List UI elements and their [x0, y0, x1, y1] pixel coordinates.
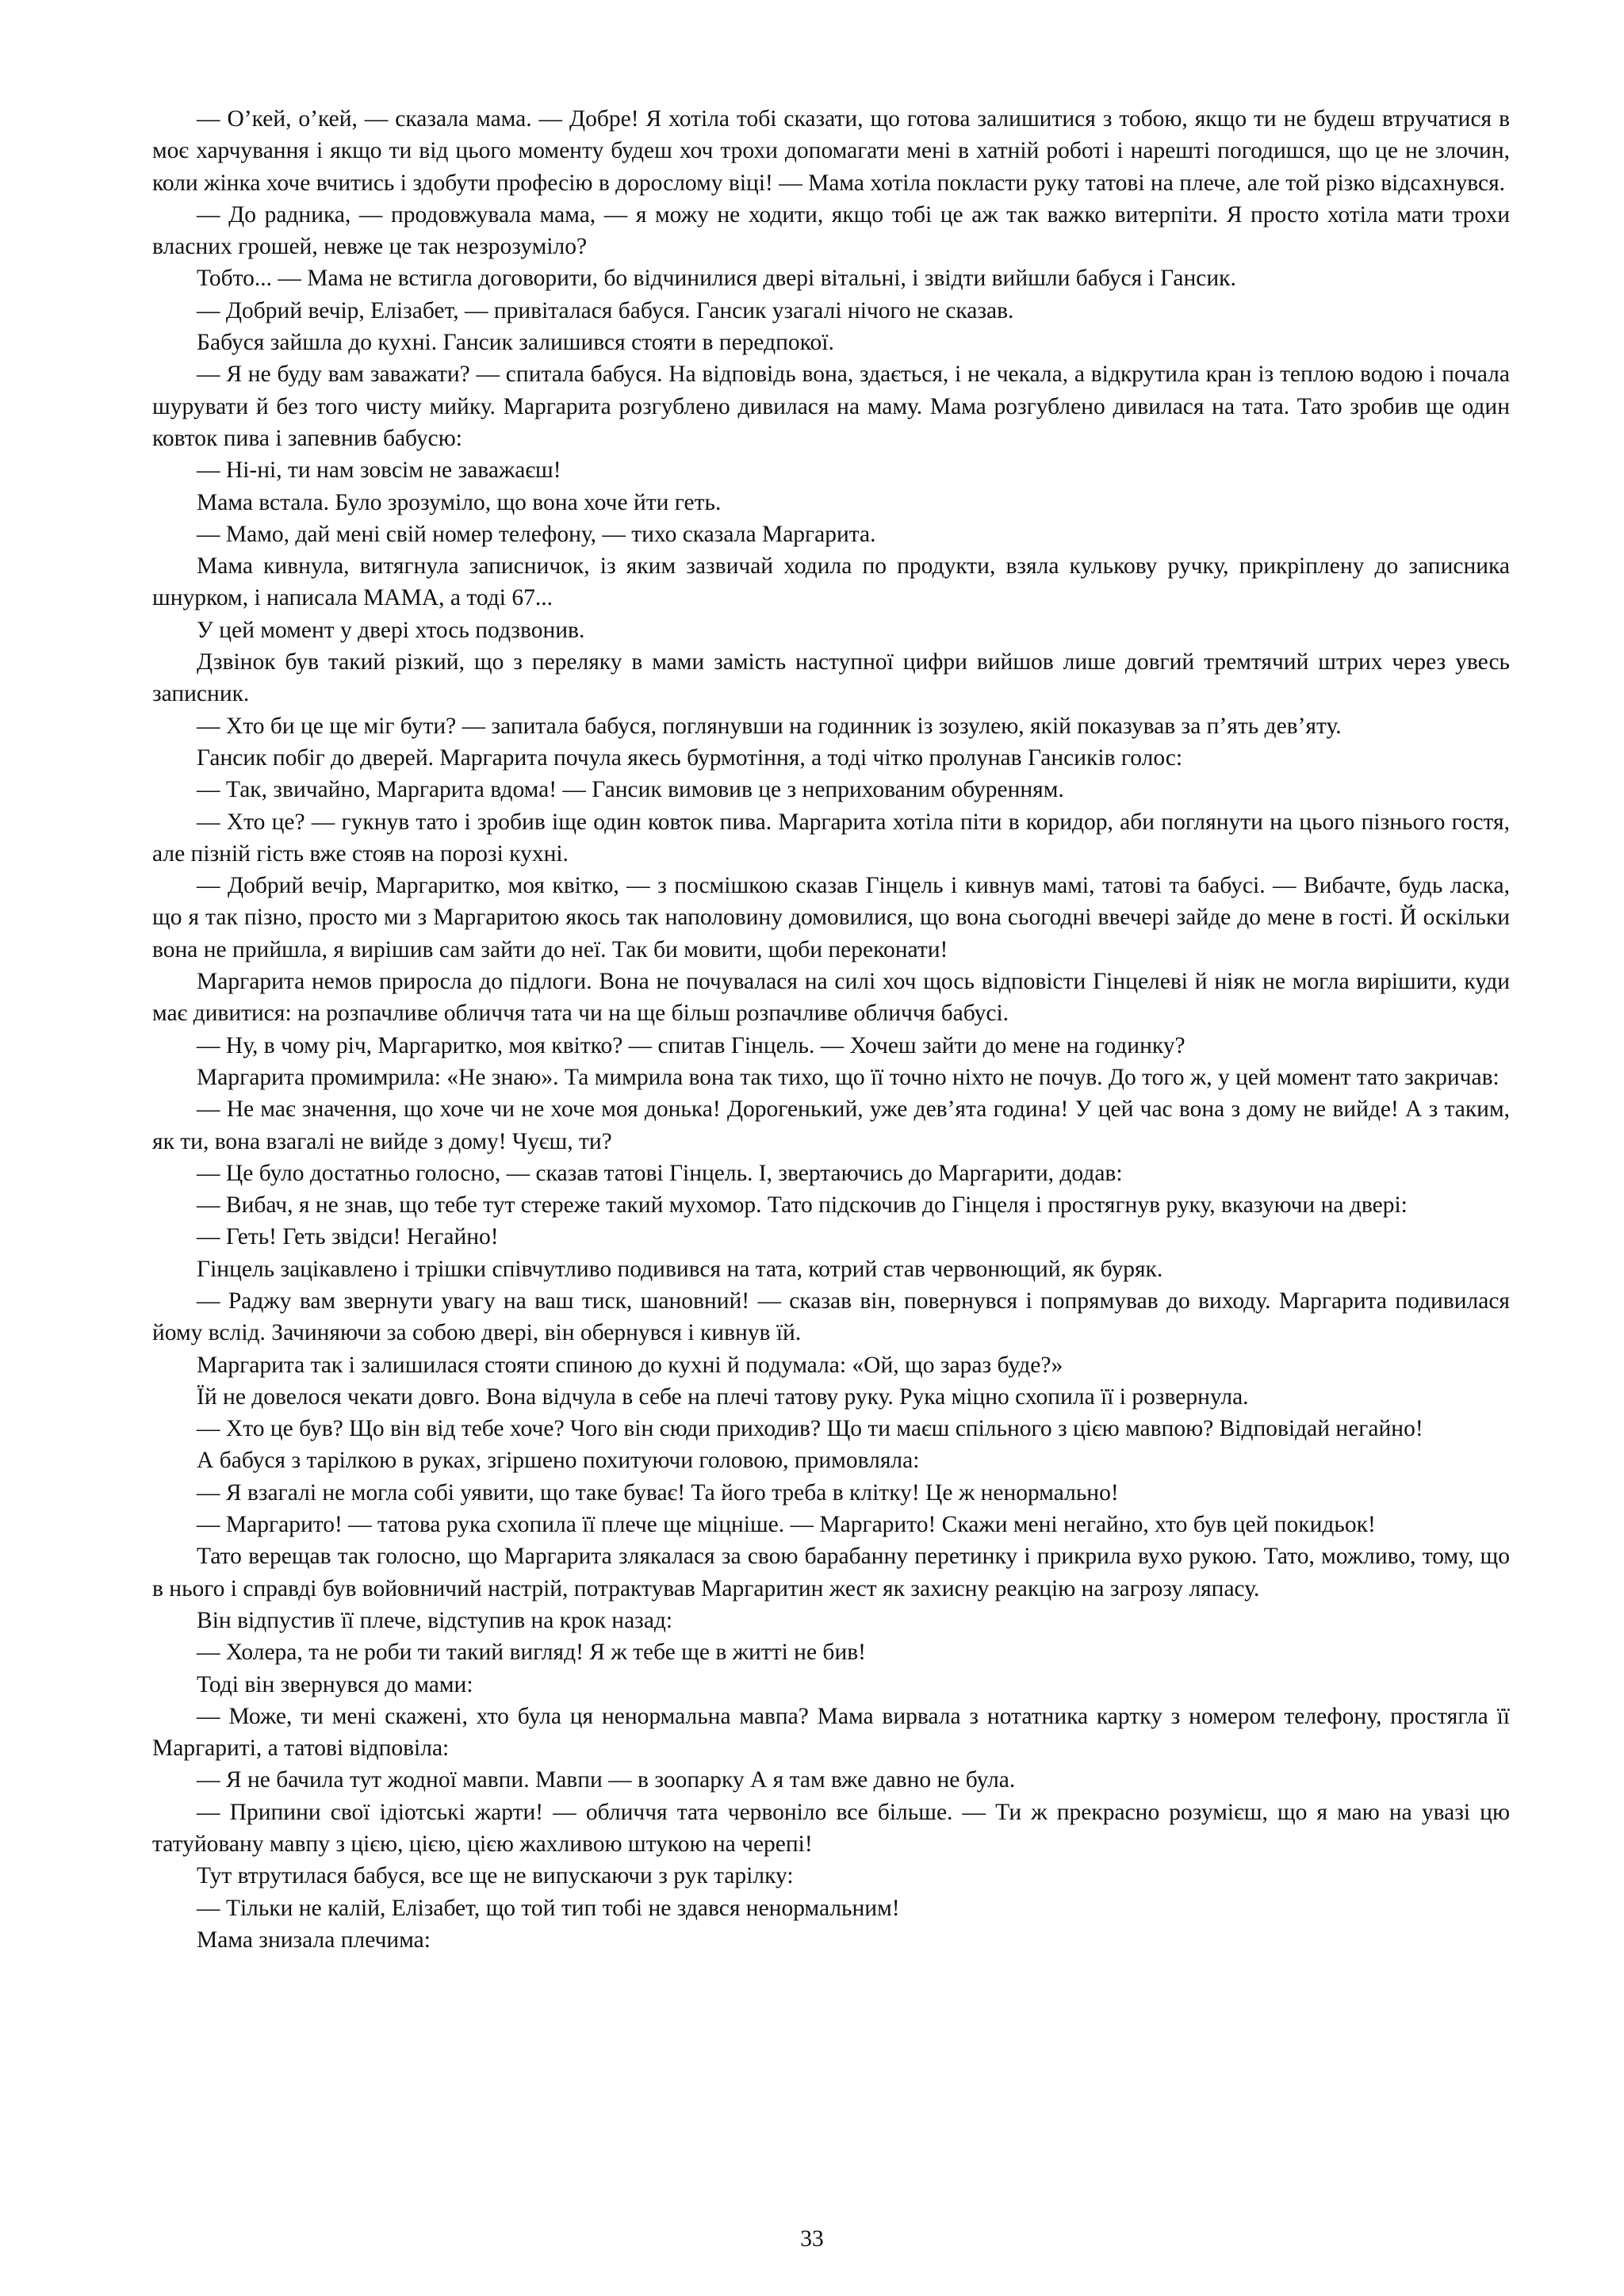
- paragraph: Дзвінок був такий різкий, що з переляку в мами замість наступної цифри вийшов лише довгий тремтячий штрих через увесь записник.: [152, 649, 1510, 707]
- paragraph: — Хто це? — гукнув тато і зробив іще один ковток пива. Маргарита хотіла піти в коридор, аби поглянути на цього пізнього гостя, але пізній гість вже стояв на порозі кухні.: [152, 809, 1510, 867]
- paragraph: Тут втрутилася бабуся, все ще не випускаючи з рук тарілку:: [197, 1863, 794, 1889]
- page-body: [152, 103, 1510, 1956]
- paragraph: У цей момент у двері хтось подзвонив.: [197, 617, 585, 643]
- paragraph: — Ні-ні, ти нам зовсім не заважаєш!: [197, 457, 561, 484]
- paragraph: — Я не бачила тут жодної мавпи. Мавпи — в зоопарку А я там вже давно не була.: [197, 1767, 1016, 1793]
- paragraph: Тато верещав так голосно, що Маргарита злякалася за свою барабанну перетинку і прикрила вухо рукою. Тато, можливо, тому, що в нього і справді був войовничий настрій, потрактував Маргаритин жест як захисну реакцію на загрозу ляпасу.: [152, 1544, 1510, 1601]
- paragraph: Їй не довелося чекати довго. Вона відчула в себе на плечі татову руку. Рука міцно схопила її і розвернула.: [197, 1383, 1249, 1410]
- paragraph: — Припини свої ідіотські жарти! — обличчя тата червоніло все більше. — Ти ж прекрасно розумієш, що я маю на увазі цю татуйовану мавпу з цією, цією, цією жахливою штукою на черепі!: [152, 1799, 1510, 1858]
- paragraph: Гінцель зацікавлено і трішки співчутливо подивився на тата, котрий став червонющий, як буряк.: [197, 1256, 1163, 1282]
- paragraph: — До радника, — продовжувала мама, — я можу не ходити, якщо тобі це аж так важко витерпіти. Я просто хотіла мати трохи власних грошей, невже це так незрозуміло?: [152, 201, 1510, 260]
- page-number: 33: [800, 2226, 824, 2252]
- paragraph: Гансик побіг до дверей. Маргарита почула якесь бурмотіння, а тоді чітко пролунав Гансиків голос:: [197, 744, 1183, 771]
- paragraph: — Холера, та не роби ти такий вигляд! Я ж тебе ще в житті не бив!: [197, 1640, 866, 1666]
- paragraph: Маргарита промимрила: «Не знаю». Та мимрила вона так тихо, що її точно ніхто не почув. До того ж, у цей момент тато закричав:: [197, 1064, 1500, 1090]
- paragraph: — Добрий вечір, Елізабет, — привіталася бабуся. Гансик узагалі нічого не сказав.: [197, 297, 1014, 323]
- paragraph: — Хто би це ще міг бути? — запитала бабуся, поглянувши на годинник із зозулею, якій показував за п’ять дев’яту.: [197, 713, 1342, 739]
- paragraph: — Добрий вечір, Маргаритко, моя квітко, — з посмішкою сказав Гінцель і кивнув мамі, татові та бабусі. — Вибачте, будь ласка, що я так пізно, просто ми з Маргаритою якось так наполовину домовилися, що вона сьогодні ввечері зайде до мене в гості. Й оскільки вона не прийшла, я вирішив сам зайти до неї. Так би мовити, щоби переконати!: [152, 873, 1510, 962]
- paragraph: — Маргарито! — татова рука схопила її плече ще міцніше. — Маргарито! Скажи мені негайно, хто був цей покидьок!: [197, 1512, 1376, 1538]
- paragraph: Тобто... — Мама не встигла договорити, бо відчинилися двері вітальні, і звідти вийшли бабуся і Гансик.: [197, 266, 1236, 292]
- paragraph: Мама кивнула, витягнула записничок, із яким зазвичай ходила по продукти, взяла кулькову ручку, прикріплену до записника шнурком, і написала МАМА, а тоді 67...: [152, 553, 1510, 611]
- paragraph: Він відпустив її плече, відступив на крок назад:: [197, 1607, 673, 1633]
- paragraph: — Не має значення, що хоче чи не хоче моя донька! Дорогенький, уже дев’ята година! У цей час вона з дому не вийде! А з таким, як ти, вона взагалі не вийде з дому! Чуєш, ти?: [152, 1096, 1510, 1154]
- paragraph: — Вибач, я не знав, що тебе тут стереже такий мухомор. Тато підскочив до Гінцеля і простягнув руку, вказуючи на двері:: [197, 1192, 1408, 1219]
- paragraph: Мама встала. Було зрозуміло, що вона хоче йти геть.: [197, 489, 722, 515]
- paragraph: Маргарита немов приросла до підлоги. Вона не почувалася на силі хоч щось відповісти Гінцелеві й ніяк не могла вирішити, куди має дивитися: на розпачливе обличчя тата чи на ще більш розпачливе обличчя бабусі.: [152, 969, 1510, 1027]
- paragraph: — О’кей, о’кей, — сказала мама. — Добре! Я хотіла тобі сказати, що готова залишитися з тобою, якщо ти не будеш втручатися в моє харчування і якщо ти від цього моменту будеш хоч трохи допомагати мені в хатній роботі і нарешті погодишся, що це не злочин, коли жінка хоче вчитись і здобути професію в дорослому віці! — Мама хотіла покласти руку татові на плече, але той різко відсахнувся.: [152, 106, 1510, 196]
- paragraph: Мама знизала плечима:: [197, 1927, 431, 1953]
- paragraph: Бабуся зайшла до кухні. Гансик залишився стояти в передпокої.: [197, 330, 834, 356]
- paragraph: — Тільки не калій, Елізабет, що той тип тобі не здався ненормальним!: [197, 1895, 900, 1921]
- paragraph: — Я взагалі не могла собі уявити, що таке буває! Та його треба в клітку! Це ж ненормально!: [197, 1479, 1119, 1506]
- paragraph: — Геть! Геть звідси! Негайно!: [197, 1224, 499, 1250]
- paragraph: А бабуся з тарілкою в руках, згіршено похитуючи головою, примовляла:: [197, 1448, 920, 1474]
- paragraph: — Я не буду вам заважати? — спитала бабуся. На відповідь вона, здається, і не чекала, а відкрутила кран із теплою водою і почала шурувати й без того чисту мийку. Маргарита розгублено дивилася на маму. Мама розгублено дивилася на тата. Тато зробив ще один ковток пива і запевнив бабусю:: [152, 362, 1510, 451]
- paragraph: — Мамо, дай мені свій номер телефону, — тихо сказала Маргарита.: [197, 521, 876, 547]
- paragraph: — Хто це був? Що він від тебе хоче? Чого він сюди приходив? Що ти маєш спільного з цією мавпою? Відповідай негайно!: [197, 1416, 1423, 1442]
- paragraph: — Раджу вам звернути увагу на ваш тиск, шановний! — сказав він, повернувся і попрямував до виходу. Маргарита подивилася йому вслід. Зачиняючи за собою двері, він обернувся і кивнув їй.: [152, 1288, 1510, 1346]
- paragraph: — Це було достатньо голосно, — сказав татові Гінцель. І, звертаючись до Маргарити, додав:: [197, 1160, 1123, 1186]
- paragraph: — Може, ти мені скажені, хто була ця ненормальна мавпа? Мама вирвала з нотатника картку з номером телефону, простягла її Маргариті, а татові відповіла:: [152, 1703, 1510, 1762]
- paragraph: Тоді він звернувся до мами:: [197, 1671, 473, 1697]
- paragraph: — Так, звичайно, Маргарита вдома! — Гансик вимовив це з неприхованим обуренням.: [197, 777, 1064, 803]
- paragraph: — Ну, в чому річ, Маргаритко, моя квітко? — спитав Гінцель. — Хочеш зайти до мене на годинку?: [197, 1032, 1185, 1058]
- paragraph: Маргарита так і залишилася стояти спиною до кухні й подумала: «Ой, що зараз буде?»: [197, 1352, 1063, 1378]
